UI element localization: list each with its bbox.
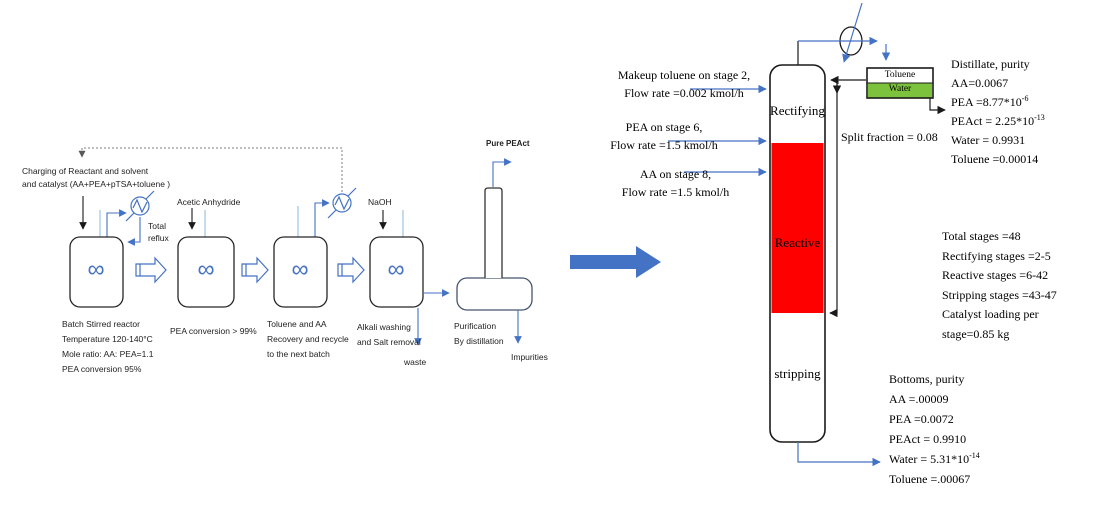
stage-info-block: Total stages =48 Rectifying stages =2-5 Reactive stages =6-42 Stripping stages =43-47 Catalyst loading per stage=0.85 kg [942, 229, 1057, 341]
distillate-row: AA=0.0067 [951, 76, 1009, 90]
bottoms-row: AA =.00009 [889, 392, 949, 406]
feed-label-pea: PEA on stage 6, Flow rate =1.5 kmol/h [610, 120, 718, 152]
reflux-and-recycle-lines [830, 80, 945, 313]
overhead-system [798, 3, 886, 65]
reactor-1-caption: Batch Stirred reactor Temperature 120-140°C Mole ratio: AA: PEA=1.1 PEA conversion 95% [62, 319, 154, 374]
bottoms-purity-block [889, 369, 980, 489]
decanter-toluene-label: Toluene [884, 70, 916, 80]
stirrer-icon: ∞ [87, 256, 105, 283]
heat-exchanger-icon [126, 191, 154, 221]
total-reflux-label: Total reflux [148, 221, 169, 243]
distillate-purity-block [951, 55, 1045, 169]
stirrer-shafts [100, 206, 403, 268]
reactor-4-caption: Alkali washing and Salt removal [357, 322, 421, 347]
reactive-zone-fill [772, 143, 824, 313]
bottoms-row: PEA =0.0072 [889, 412, 954, 426]
bottoms-row: Water = $5.31*10^{-14}$ [889, 451, 980, 466]
reactor-3-caption: Toluene and AA Recovery and recycle to the next batch [267, 319, 349, 359]
acetic-anhydride-label: Acetic Anhydride [177, 197, 241, 207]
reactor3-vapor-line [315, 203, 329, 237]
distillate-row: Toluene =0.00014 [951, 152, 1039, 166]
feed-label-makeup-toluene: Makeup toluene on stage 2, Flow rate =0.002 kmol/h [617, 68, 751, 100]
step-arrows [136, 258, 364, 282]
heat-exchanger-icon [328, 188, 356, 218]
bottoms-title: Bottoms, purity [889, 372, 965, 386]
split-fraction-label: Split fraction = 0.08 [841, 130, 938, 144]
feed-label-aa: AA on stage 8, Flow rate =1.5 kmol/h [621, 167, 730, 199]
waste-label: waste [404, 357, 427, 367]
zone-label-stripping: stripping [774, 366, 821, 381]
zone-label-reactive: Reactive [774, 235, 821, 250]
impurities-label: Impurities [511, 352, 548, 362]
reactor-2-caption: PEA conversion > 99% [170, 326, 257, 336]
zone-label-rectifying: Rectifying [770, 103, 825, 118]
bottoms-row: Toluene =.00067 [889, 472, 971, 486]
bottoms-line [798, 442, 880, 462]
decanter-water-label: Water [888, 84, 912, 94]
pure-peact-label: Pure PEAct [486, 139, 530, 148]
purification-still [457, 162, 532, 343]
purification-caption: Purification By distillation [454, 321, 504, 346]
distillate-title: Distillate, purity [951, 57, 1030, 71]
stirrer-icon: ∞ [197, 256, 215, 283]
distillate-row: PEA $=8.77*10^{-6}$ [951, 94, 1029, 109]
charging-note: Charging of Reactant and solvent and catalyst (AA+PEA+pTSA+toluene ) [22, 166, 171, 189]
bottoms-row: PEAct = 0.9910 [889, 432, 967, 446]
stirrer-icon: ∞ [387, 256, 405, 283]
process-transfer-arrow [570, 246, 661, 278]
naoh-label: NaOH [368, 197, 392, 207]
distillate-row: Water = 0.9931 [951, 133, 1026, 147]
distillate-row: PEAct = $2.25*10^{-13}$ [951, 113, 1045, 128]
stirrer-icon: ∞ [291, 256, 309, 283]
